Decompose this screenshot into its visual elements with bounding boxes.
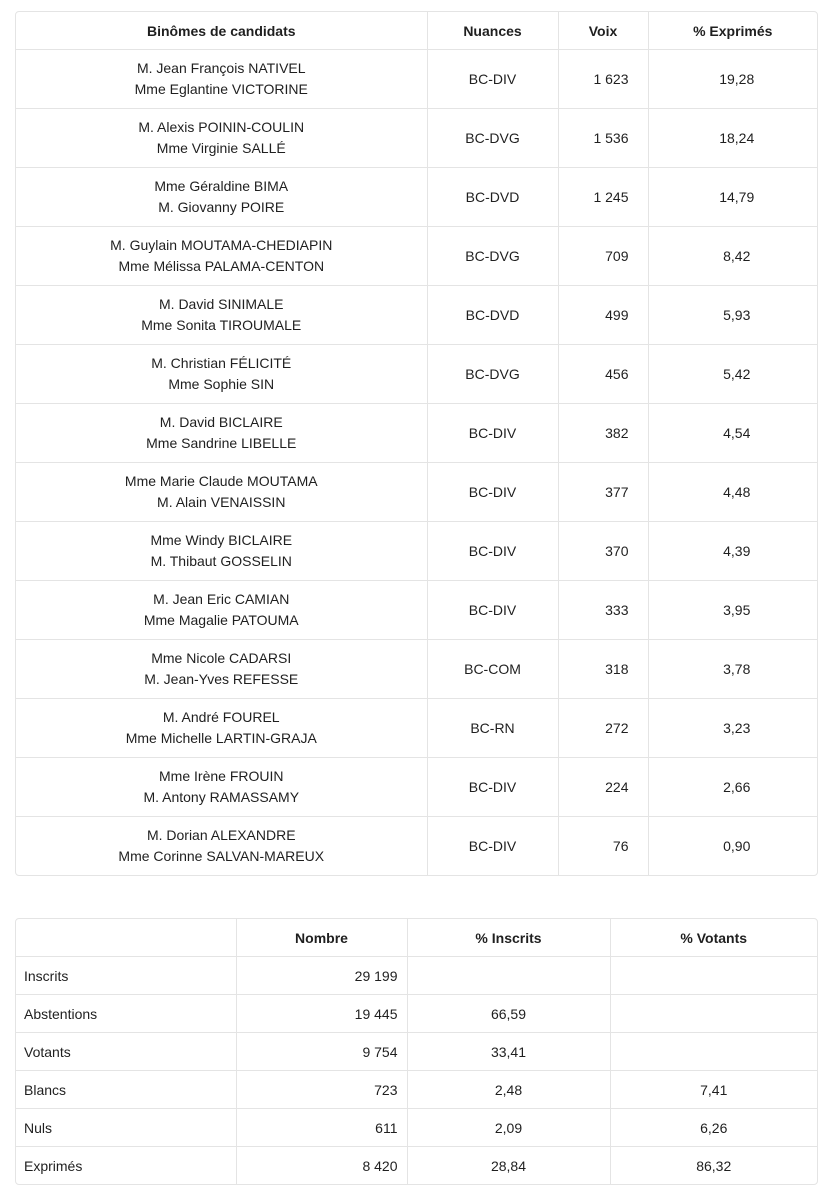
voix-cell: 377 [558,463,648,522]
candidate-name-2: M. Thibaut GOSSELIN [150,553,292,569]
stats-pct-votants: 6,26 [610,1109,817,1147]
pct-exprimes-cell: 2,66 [648,758,817,817]
candidate-name-2: Mme Mélissa PALAMA-CENTON [118,258,325,274]
pct-exprimes-cell: 8,42 [648,227,817,286]
stats-label: Blancs [16,1071,236,1109]
voix-cell: 1 245 [558,168,648,227]
stats-nombre: 29 199 [236,957,407,995]
header-nuances: Nuances [427,12,558,50]
nuance-cell: BC-DVD [427,168,558,227]
candidate-name-1: Mme Irène FROUIN [159,768,284,784]
voix-cell: 224 [558,758,648,817]
candidate-name-1: M. Jean Eric CAMIAN [153,591,290,607]
candidate-row [16,286,817,345]
candidate-name-2: Mme Sophie SIN [168,376,275,392]
candidate-name-1: M. Jean François NATIVEL [136,60,306,76]
candidate-name-1: M. Alexis POININ-COULIN [138,119,305,135]
stats-row [16,957,817,995]
voix-cell: 370 [558,522,648,581]
pct-exprimes-cell: 5,93 [648,286,817,345]
stats-label: Abstentions [16,995,236,1033]
stats-row [16,1147,817,1185]
candidate-name-2: Mme Corinne SALVAN-MAREUX [118,848,325,864]
stats-body [16,957,817,1185]
results-table-container [15,11,818,876]
voix-cell: 382 [558,404,648,463]
stats-pct-votants: 86,32 [696,1157,732,1174]
results-table [16,12,817,875]
nuance-cell: BC-DIV [427,463,558,522]
nuance-cell: BC-RN [427,699,558,758]
stats-label: Votants [16,1033,236,1071]
nuance-cell: BC-DIV [427,404,558,463]
candidate-row [16,758,817,817]
header-exprimes: % Exprimés [648,12,817,50]
stats-pct-votants [610,1033,817,1071]
candidate-pair [16,227,427,286]
stats-pct-votants: 7,41 [610,1071,817,1109]
stats-pct-inscrits [407,957,610,995]
candidate-name-2: Mme Sandrine LIBELLE [146,435,297,451]
voix-cell: 272 [558,699,648,758]
pct-exprimes-cell: 19,28 [648,50,817,109]
candidate-name-1: Mme Nicole CADARSI [151,650,292,666]
candidate-row [16,463,817,522]
candidate-name-1: M. David BICLAIRE [159,414,283,430]
voix-cell: 499 [558,286,648,345]
candidate-name-2: M. Alain VENAISSIN [157,494,286,510]
stats-nombre: 611 [236,1109,407,1147]
nuance-cell: BC-DIV [427,522,558,581]
nuance-cell: BC-DVD [427,286,558,345]
pct-exprimes-cell: 4,39 [648,522,817,581]
header-pct-votants: % Votants [610,919,817,957]
header-nombre: Nombre [236,919,407,957]
voix-cell: 709 [558,227,648,286]
stats-nombre: 8 420 [236,1147,407,1185]
pct-exprimes-cell: 0,90 [723,838,751,854]
candidate-pair [16,640,427,699]
candidate-row [16,109,817,168]
stats-pct-inscrits: 33,41 [407,1033,610,1071]
candidate-name-2: Mme Sonita TIROUMALE [141,317,302,333]
pct-exprimes-cell: 4,54 [648,404,817,463]
pct-exprimes-cell: 18,24 [648,109,817,168]
candidate-pair [16,581,427,640]
candidate-pair [16,50,427,109]
candidate-name-2: M. Jean-Yves REFESSE [144,671,299,687]
candidate-row [16,699,817,758]
nuance-cell: BC-DVG [427,109,558,168]
candidate-name-1: M. André FOUREL [162,709,280,725]
stats-pct-votants [610,957,817,995]
stats-pct-inscrits: 2,48 [407,1071,610,1109]
results-body [16,50,817,876]
nuance-cell: BC-DIV [427,581,558,640]
pct-exprimes-cell: 14,79 [648,168,817,227]
candidate-row [16,345,817,404]
pct-exprimes-cell: 4,48 [648,463,817,522]
candidate-name-2: Mme Magalie PATOUMA [143,612,299,628]
candidate-name-2: M. Giovanny POIRE [158,199,285,215]
header-voix: Voix [558,12,648,50]
stats-table-container [15,918,818,1185]
candidate-name-1: M. David SINIMALE [159,296,284,312]
pct-exprimes-cell: 3,78 [648,640,817,699]
candidate-pair [16,345,427,404]
stats-label: Nuls [16,1109,236,1147]
candidate-name-1: Mme Marie Claude MOUTAMA [124,473,318,489]
candidate-row [16,640,817,699]
voix-cell: 456 [558,345,648,404]
results-header-row [16,12,817,50]
stats-row [16,1109,817,1147]
candidate-row [16,522,817,581]
stats-row [16,995,817,1033]
header-pct-inscrits: % Inscrits [407,919,610,957]
pct-exprimes-cell: 5,42 [648,345,817,404]
stats-nombre: 19 445 [236,995,407,1033]
candidate-pair [16,168,427,227]
candidate-name-2: Mme Eglantine VICTORINE [134,81,308,97]
stats-label: Exprimés [16,1147,236,1185]
candidate-pair [16,758,427,817]
nuance-cell: BC-DIV [427,758,558,817]
stats-row [16,1033,817,1071]
candidate-row [16,168,817,227]
candidate-name-1: Mme Windy BICLAIRE [150,532,293,548]
pct-exprimes-cell: 3,95 [648,581,817,640]
candidate-name-1: Mme Géraldine BIMA [154,178,289,194]
nuance-cell: BC-DVG [427,227,558,286]
candidate-row [16,404,817,463]
nuance-cell: BC-COM [427,640,558,699]
stats-pct-votants [610,995,817,1033]
voix-cell: 1 623 [558,50,648,109]
candidate-name-2: M. Antony RAMASSAMY [143,789,300,805]
candidate-row [16,581,817,640]
header-candidates: Binômes de candidats [16,12,427,50]
candidate-pair [16,286,427,345]
candidate-row [16,227,817,286]
candidate-pair [16,463,427,522]
nuance-cell: BC-DIV [427,50,558,109]
candidate-row [16,817,817,876]
candidate-pair [16,817,427,876]
candidate-name-1: M. Guylain MOUTAMA-CHEDIAPIN [110,237,333,253]
candidate-name-2: Mme Virginie SALLÉ [156,140,286,156]
header-label [16,919,236,957]
stats-pct-inscrits: 28,84 [407,1147,610,1185]
voix-cell: 318 [558,640,648,699]
candidate-name-2: Mme Michelle LARTIN-GRAJA [125,730,317,746]
voix-cell: 1 536 [558,109,648,168]
voix-cell: 76 [558,817,648,876]
nuance-cell: BC-DIV [427,817,558,876]
candidate-name-1: M. Christian FÉLICITÉ [151,355,292,371]
candidate-pair [16,699,427,758]
candidate-pair [16,109,427,168]
stats-nombre: 723 [236,1071,407,1109]
candidate-name-1: M. Dorian ALEXANDRE [146,827,296,843]
stats-table [16,919,817,1184]
voix-cell: 333 [558,581,648,640]
pct-exprimes-cell: 3,23 [648,699,817,758]
candidate-pair [16,522,427,581]
stats-pct-inscrits: 66,59 [407,995,610,1033]
stats-nombre: 9 754 [236,1033,407,1071]
stats-header-row [16,919,817,957]
candidate-row [16,50,817,109]
stats-pct-inscrits: 2,09 [407,1109,610,1147]
stats-row [16,1071,817,1109]
stats-label: Inscrits [16,957,236,995]
nuance-cell: BC-DVG [427,345,558,404]
candidate-pair [16,404,427,463]
